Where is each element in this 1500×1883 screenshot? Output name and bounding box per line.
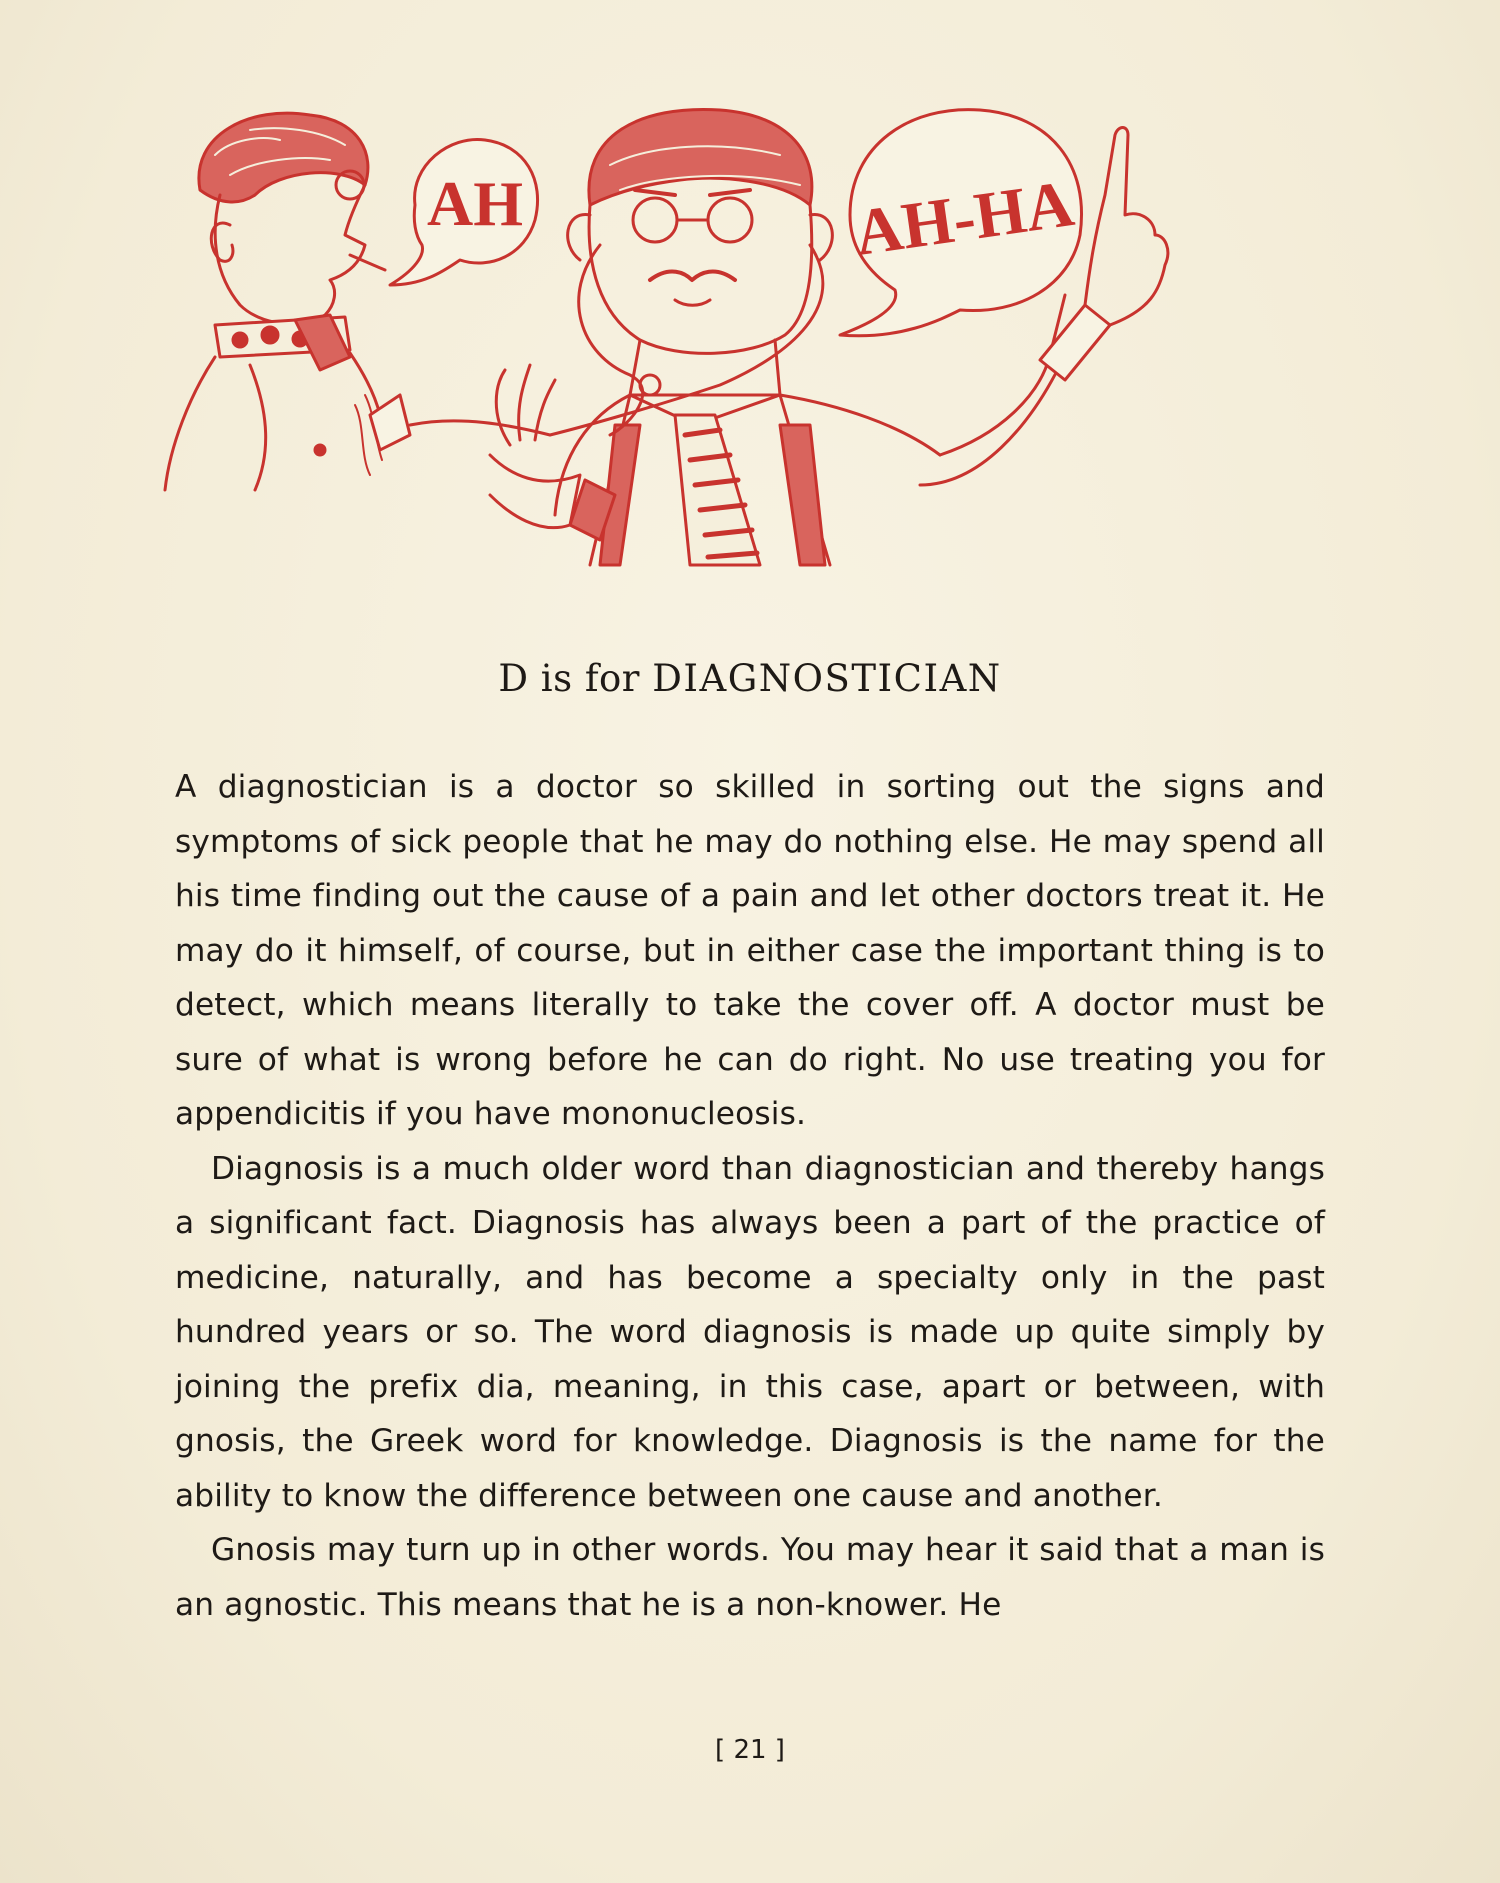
- ah-ha-speech-bubble: [840, 110, 1082, 336]
- paragraph-2: Diagnosis is a much older word than diagnostician and thereby hangs a significant fact. Diagnosis has always been a part of the practice of medicine, naturally, and has become a specialty only in the past hundred years or so. The word diagnosis is made up quite simply by joining the prefix dia, meaning, in this case, apart or between, with gnosis, the Greek word for knowledge. Diagnosis is the name for the ability to know the difference between one cause and another.: [175, 1150, 1325, 1514]
- diagnostician-illustration: [160, 95, 1310, 590]
- svg-text:AH-HA: AH-HA: [850, 167, 1079, 271]
- paragraph-1: A diagnostician is a doctor so skilled in sorting out the signs and symptoms of sick people that he may do nothing else. He may spend all his time finding out the cause of a pain and let other doctors treat it. He may do it himself, of course, but in either case the important thing is to detect, which means literally to take the cover off. A doctor must be sure of what is wrong before he can do right. No use treating you for appendicitis if you have mononucleosis.: [175, 769, 1325, 1132]
- paragraph-3: Gnosis may turn up in other words. You may hear it said that a man is an agnostic. This means that he is a non-knower. He: [175, 1532, 1325, 1623]
- svg-text:AH: AH: [427, 168, 523, 239]
- heading-word: DIAGNOSTICIAN: [652, 657, 1002, 700]
- page-number: [ 21 ]: [715, 1735, 785, 1765]
- body-text: [175, 760, 1325, 1632]
- patient-figure: [165, 113, 385, 490]
- ah-speech-bubble: [390, 139, 538, 285]
- chapter-heading: [0, 657, 1500, 700]
- heading-prefix: D is for: [498, 657, 653, 700]
